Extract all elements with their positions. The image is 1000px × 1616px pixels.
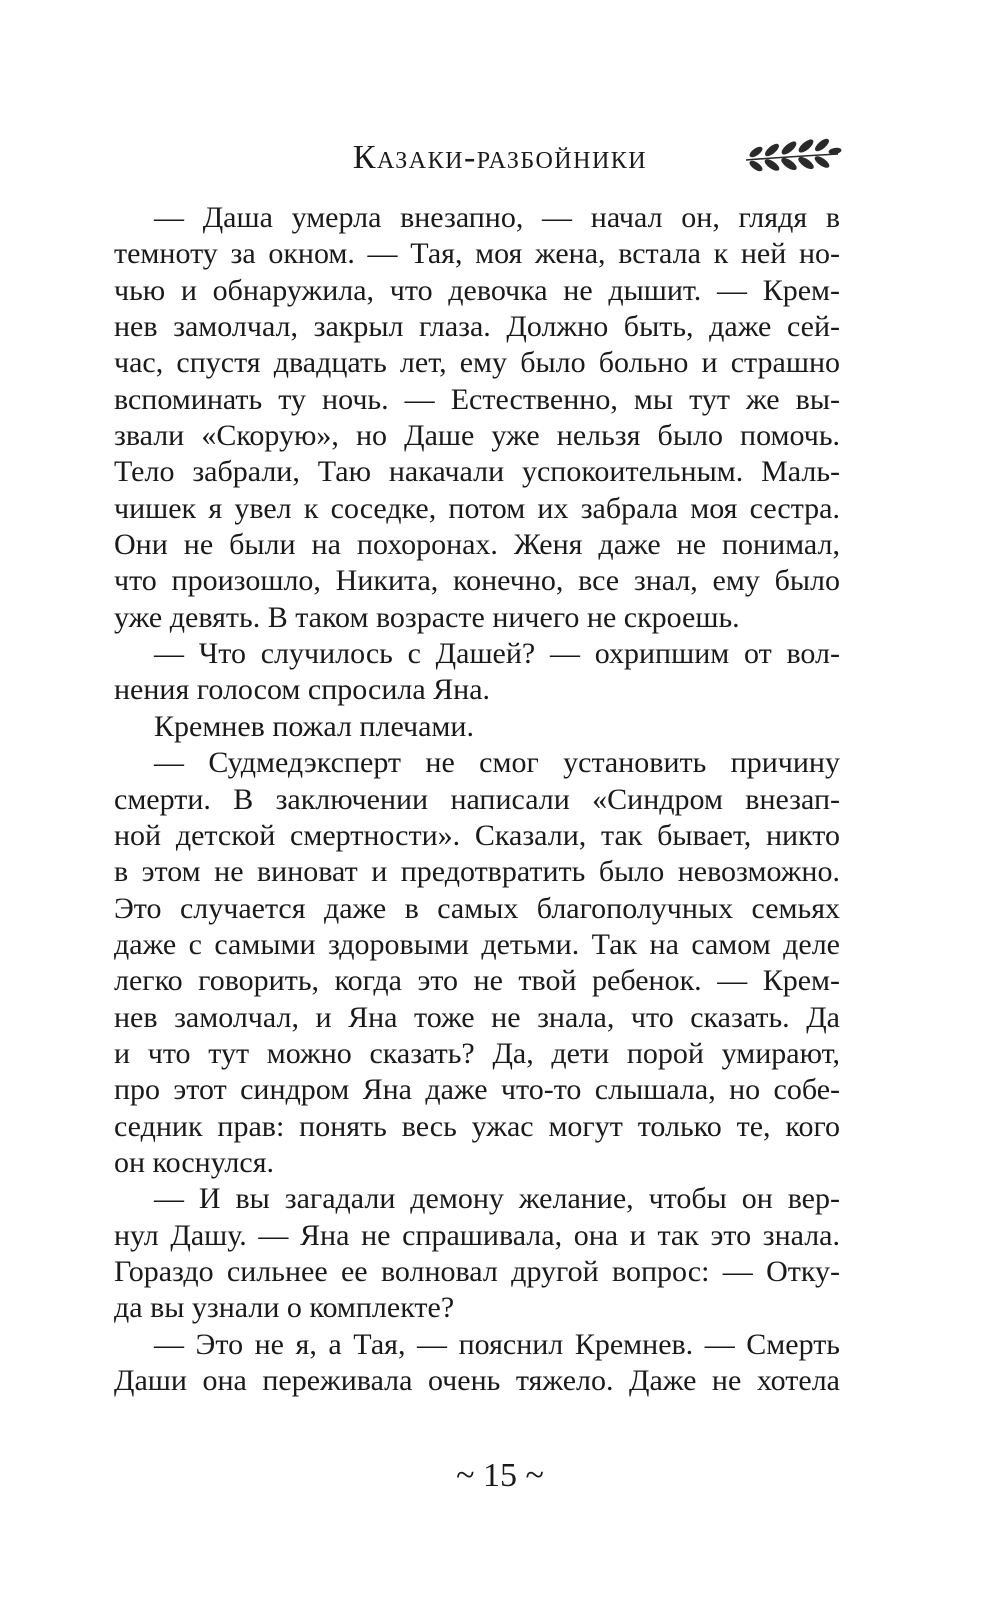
text-line: и что тут можно сказать? Да, дети порой умирают, [114,1036,840,1070]
text-line: — Судмедэксперт не смог установить причину [154,746,840,780]
text-line: смерти. В заключении написали «Синдром внезап- [114,782,840,816]
text-line: даже с самыми здоровыми детьми. Так на самом деле [114,927,840,961]
text-line: нев замолчал, и Яна тоже не знала, что сказать. Да [114,1000,840,1034]
text-line: — Даша умерла внезапно, — начал он, глядя в [154,201,840,234]
text-line: ной детской смертности». Сказали, так бывает, никто [114,818,840,852]
running-header [0,128,1000,188]
text-line: Кремнев пожал плечами. [154,709,474,743]
text-line: вспоминать ту ночь. — Естественно, мы тут же вы- [114,382,840,416]
text-line: про этот синдром Яна даже что-то слышала, но собе- [114,1073,840,1107]
text-line: чью и обнаружила, что девочка не дышит. — Крем- [114,273,840,307]
text-line: нев замолчал, закрыл глаза. Должно быть, даже сей- [114,310,840,344]
text-line: что произошло, Никита, конечно, все знал, ему было [114,564,840,598]
text-line: — Что случилось с Дашей? — охрипшим от вол- [154,637,840,671]
text-line: Тело забрали, Таю накачали успокоительным. Маль- [114,455,840,489]
text-line: — И вы загадали демону желание, чтобы он вер- [154,1182,840,1216]
text-line: нул Дашу. — Яна не спрашивала, она и так это знала. [114,1218,840,1252]
running-header-title: Казаки-разбойники [352,139,648,176]
text-line: Это случается даже в самых благополучных семьях [114,891,840,925]
text-line: Они не были на похоронах. Женя даже не понимал, [114,528,840,562]
page-body-text [114,200,840,1399]
laurel-branch-icon [742,136,842,180]
text-line: седник прав: понять весь ужас могут только те, кого [114,1109,840,1143]
text-line: чишек я увел к соседке, потом их забрала моя сестра. [114,491,840,525]
text-line: Даши она переживала очень тяжело. Даже не хотела [114,1364,840,1397]
text-line: нения голосом спросила Яна. [114,673,491,707]
text-line: уже девять. В таком возрасте ничего не скроешь. [114,600,740,634]
page-number: ~ 15 ~ [456,1457,544,1494]
text-line: темноту за окном. — Тая, моя жена, встала к ней но- [114,237,840,271]
text-line: да вы узнали о комплекте? [114,1291,455,1325]
text-line: в этом не виноват и предотвратить было невозможно. [114,855,840,889]
text-line: легко говорить, когда это не твой ребенок. — Крем- [114,964,840,998]
text-line: звали «Скорую», но Даше уже нельзя было помочь. [114,419,840,453]
text-line: час, спустя двадцать лет, ему было больно и страшно [114,346,840,380]
text-line: — Это не я, а Тая, — пояснил Кремнев. — Смерть [154,1327,840,1361]
text-line: Гораздо сильнее ее волновал другой вопрос: — Отку- [114,1254,840,1288]
text-line: он коснулся. [114,1145,274,1179]
